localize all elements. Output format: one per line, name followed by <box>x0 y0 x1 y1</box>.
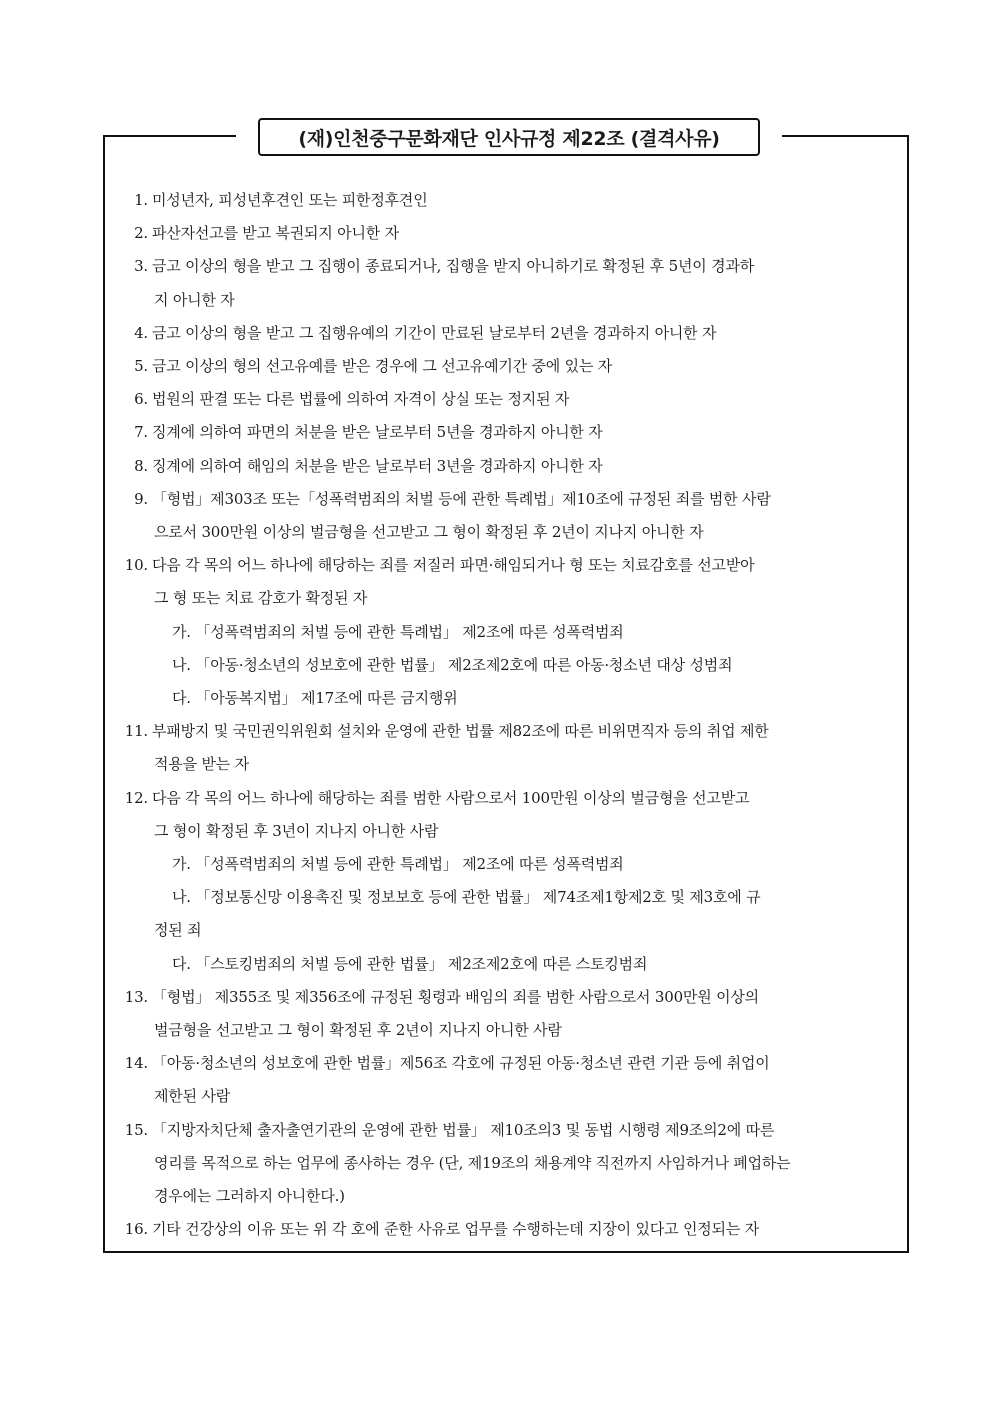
item-number: 12. <box>124 789 148 807</box>
item-text: 파산자선고를 받고 복권되지 아니한 자 <box>152 224 399 242</box>
item-text: 나. 「정보통신망 이용촉진 및 정보보호 등에 관한 법률」 제74조제1항제2호 및 제3호에 규 <box>172 888 761 906</box>
item-text: 영리를 목적으로 하는 업무에 종사하는 경우 (단, 제19조의 채용계약 직전까지 사임하거나 폐업하는 <box>154 1154 791 1172</box>
item-number: 10. <box>124 556 148 574</box>
item-text: 다음 각 목의 어느 하나에 해당하는 죄를 범한 사람으로서 100만원 이상의 벌금형을 선고받고 <box>152 789 750 807</box>
item-number: 3. <box>134 257 148 275</box>
item-text: 금고 이상의 형을 받고 그 집행이 종료되거나, 집행을 받지 아니하기로 확정된 후 5년이 경과하 <box>152 257 755 275</box>
item-number: 8. <box>134 457 148 475</box>
item-text: 정된 죄 <box>154 921 202 939</box>
item-number: 15. <box>124 1121 148 1139</box>
item-number: 4. <box>134 324 148 342</box>
item-text: 적용을 받는 자 <box>154 755 249 773</box>
item-text: 그 형이 확정된 후 3년이 지나지 아니한 사람 <box>154 822 439 840</box>
item-text: 징계에 의하여 파면의 처분을 받은 날로부터 5년을 경과하지 아니한 자 <box>152 423 603 441</box>
item-text: 나. 「아동·청소년의 성보호에 관한 법률」 제2조제2호에 따른 아동·청소년 대상 성범죄 <box>172 656 733 674</box>
item-text: 제한된 사람 <box>154 1087 231 1105</box>
item-text: 미성년자, 피성년후견인 또는 피한정후견인 <box>152 191 428 209</box>
item-text: 으로서 300만원 이상의 벌금형을 선고받고 그 형이 확정된 후 2년이 지나지 아니한 자 <box>154 523 704 541</box>
item-text: 「형법」제303조 또는「성폭력범죄의 처벌 등에 관한 특례법」제10조에 규정된 죄를 범한 사람 <box>152 490 771 508</box>
item-number: 9. <box>134 490 148 508</box>
item-number: 7. <box>134 423 148 441</box>
document-title: (재)인천중구문화재단 인사규정 제22조 (결격사유) <box>258 118 760 156</box>
item-text: 다. 「스토킹범죄의 처벌 등에 관한 법률」 제2조제2호에 따른 스토킹범죄 <box>172 955 648 973</box>
item-text: 가. 「성폭력범죄의 처벌 등에 관한 특례법」 제2조에 따른 성폭력범죄 <box>172 855 624 873</box>
item-text: 경우에는 그러하지 아니한다.) <box>154 1187 345 1205</box>
item-text: 부패방지 및 국민권익위원회 설치와 운영에 관한 법률 제82조에 따른 비위면직자 등의 취업 제한 <box>152 722 769 740</box>
item-text: 금고 이상의 형을 받고 그 집행유예의 기간이 만료된 날로부터 2년을 경과하지 아니한 자 <box>152 324 717 342</box>
item-text: 기타 건강상의 이유 또는 위 각 호에 준한 사유로 업무를 수행하는데 지장이 있다고 인정되는 자 <box>152 1220 759 1238</box>
item-number: 2. <box>134 224 148 242</box>
item-text: 그 형 또는 치료 감호가 확정된 자 <box>154 589 368 607</box>
item-number: 6. <box>134 390 148 408</box>
item-number: 14. <box>124 1054 148 1072</box>
item-number: 5. <box>134 357 148 375</box>
item-text: 다음 각 목의 어느 하나에 해당하는 죄를 저질러 파면·해임되거나 형 또는 치료감호를 선고받아 <box>152 556 755 574</box>
item-text: 「아동·청소년의 성보호에 관한 법률」제56조 각호에 규정된 아동·청소년 관련 기관 등에 취업이 <box>152 1054 770 1072</box>
item-text: 지 아니한 자 <box>154 291 235 309</box>
item-text: 징계에 의하여 해임의 처분을 받은 날로부터 3년을 경과하지 아니한 자 <box>152 457 603 475</box>
item-number: 13. <box>124 988 148 1006</box>
item-text: 「지방자치단체 출자출연기관의 운영에 관한 법률」 제10조의3 및 동법 시행령 제9조의2에 따른 <box>152 1121 775 1139</box>
item-text: 다. 「아동복지법」 제17조에 따른 금지행위 <box>172 689 458 707</box>
item-text: 법원의 판결 또는 다른 법률에 의하여 자격이 상실 또는 정지된 자 <box>152 390 570 408</box>
item-text: 벌금형을 선고받고 그 형이 확정된 후 2년이 지나지 아니한 사람 <box>154 1021 562 1039</box>
item-text: 「형법」 제355조 및 제356조에 규정된 횡령과 배임의 죄를 범한 사람으로서 300만원 이상의 <box>152 988 759 1006</box>
item-number: 11. <box>124 722 148 740</box>
item-text: 가. 「성폭력범죄의 처벌 등에 관한 특례법」 제2조에 따른 성폭력범죄 <box>172 623 624 641</box>
item-text: 금고 이상의 형의 선고유예를 받은 경우에 그 선고유예기간 중에 있는 자 <box>152 357 613 375</box>
item-number: 1. <box>134 191 148 209</box>
item-number: 16. <box>124 1220 148 1238</box>
